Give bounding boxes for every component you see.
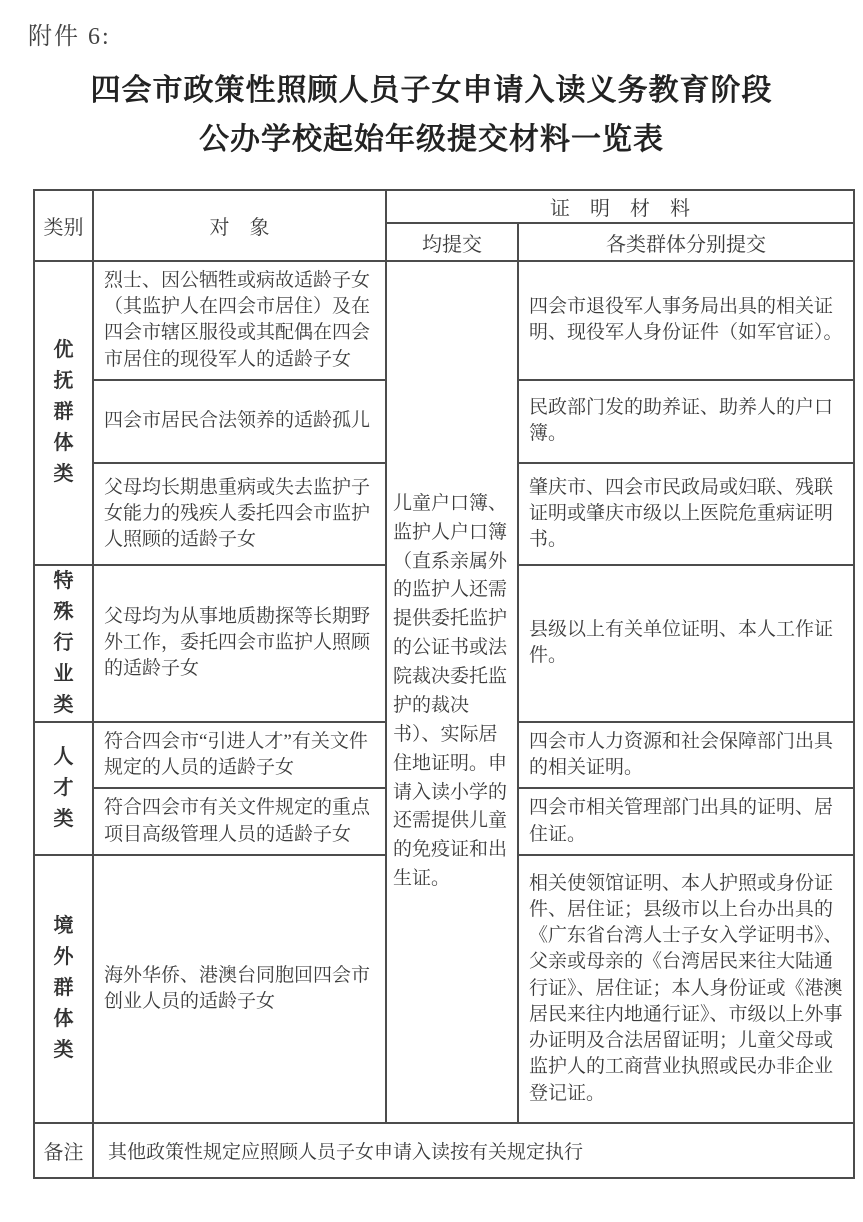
target-cell: 符合四会市有关文件规定的重点项目高级管理人员的适龄子女	[93, 788, 386, 854]
target-cell: 四会市居民合法领养的适龄孤儿	[93, 380, 386, 463]
group-proof-cell: 四会市退役军人事务局出具的相关证明、现役军人身份证件（如军官证）。	[518, 261, 854, 380]
target-cell: 父母均长期患重病或失去监护子女能力的残疾人委托四会市监护人照顾的适龄子女	[93, 463, 386, 565]
group-proof-cell: 肇庆市、四会市民政局或妇联、残联证明或肇庆市级以上医院危重病证明书。	[518, 463, 854, 565]
category-cell-rencai	[34, 722, 93, 855]
category-label: 境外群体类	[53, 915, 74, 1062]
group-proof-cell: 民政部门发的助养证、助养人的户口簿。	[518, 380, 854, 463]
header-target: 对 象	[93, 190, 386, 261]
attachment-label: 附件 6:	[28, 24, 111, 50]
category-cell-youfu	[34, 261, 93, 565]
category-cell-teshu	[34, 565, 93, 722]
document-title-line2: 公办学校起始年级提交材料一览表	[199, 123, 664, 156]
header-category: 类别	[34, 190, 93, 261]
document-title	[0, 66, 863, 164]
target-cell: 符合四会市“引进人才”有关文件规定的人员的适龄子女	[93, 722, 386, 788]
header-group-submit: 各类群体分别提交	[518, 223, 854, 261]
category-label: 人才类	[53, 745, 74, 830]
group-proof-cell: 相关使领馆证明、本人护照或身份证件、居住证；县级市以上台办出具的《广东省台湾人士子女入学证明书》、父亲或母亲的《台湾居民来往大陆通行证》、居住证；本人身份证或《港澳居民来往内地通行证》、市级以上外事办证明及合法居留证明；儿童父母或监护人的工商营业执照或民办非企业登记证。	[518, 855, 854, 1123]
group-proof-cell: 县级以上有关单位证明、本人工作证件。	[518, 565, 854, 722]
target-cell: 烈士、因公牺牲或病故适龄子女（其监护人在四会市居住）及在四会市辖区服役或其配偶在四会市居住的现役军人的适龄子女	[93, 261, 386, 380]
remark-text: 其他政策性规定应照顾人员子女申请入读按有关规定执行	[93, 1123, 854, 1178]
document-title-line1: 四会市政策性照顾人员子女申请入读义务教育阶段	[90, 74, 773, 107]
category-cell-jingwai	[34, 855, 93, 1123]
category-label: 优抚群体类	[53, 339, 74, 486]
materials-table	[33, 189, 855, 1179]
header-proof-materials: 证 明 材 料	[386, 190, 854, 223]
remark-row	[34, 1123, 854, 1178]
header-all-submit: 均提交	[386, 223, 518, 261]
remark-label: 备注	[34, 1123, 93, 1178]
target-cell: 父母均为从事地质勘探等长期野外工作，委托四会市监护人照顾的适龄子女	[93, 565, 386, 722]
target-cell: 海外华侨、港澳台同胞回四会市创业人员的适龄子女	[93, 855, 386, 1123]
table-row	[34, 261, 854, 380]
all-submit-cell: 儿童户口簿、监护人户口簿（直系亲属外的监护人还需提供委托监护的公证书或法院裁决委托监护的裁决书）、实际居住地证明。申请入读小学的还需提供儿童的免疫证和出生证。	[386, 261, 518, 1123]
group-proof-cell: 四会市相关管理部门出具的证明、居住证。	[518, 788, 854, 854]
group-proof-cell: 四会市人力资源和社会保障部门出具的相关证明。	[518, 722, 854, 788]
category-label: 特殊行业类	[53, 569, 74, 716]
